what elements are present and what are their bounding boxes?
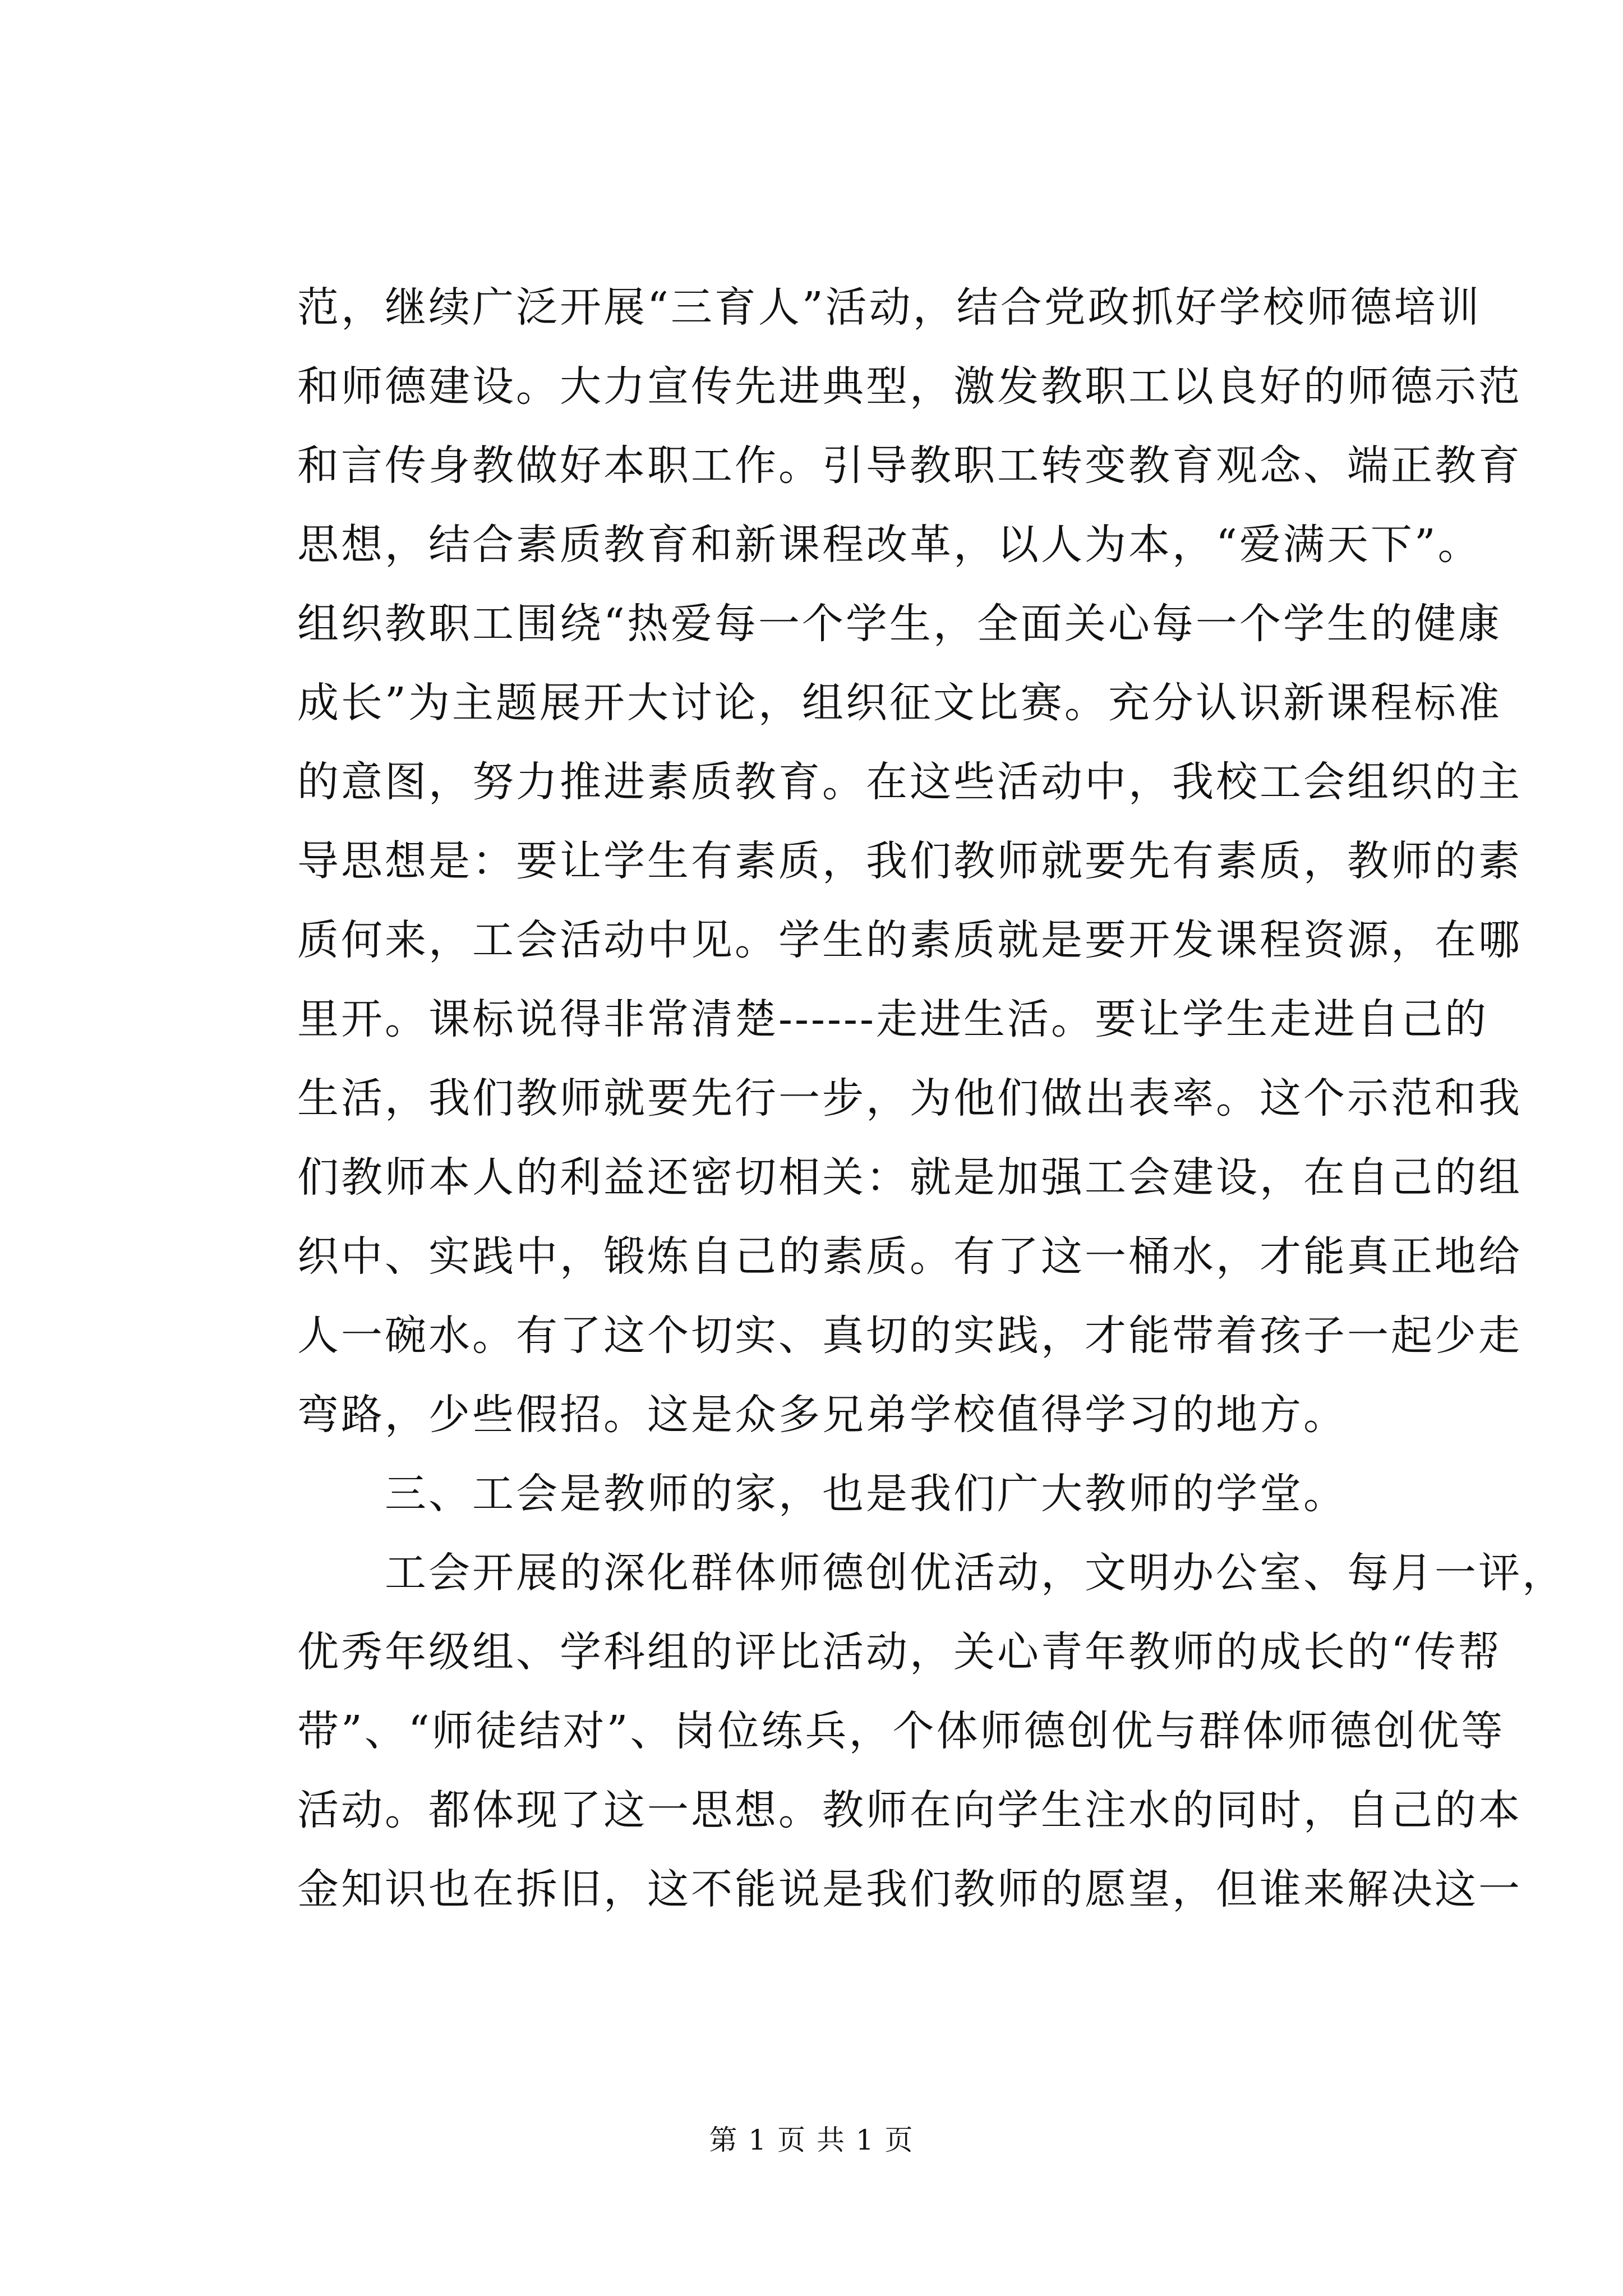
page-number-footer: 第 1 页 共 1 页 xyxy=(709,2124,914,2156)
text-line: 织中、实践中，锻炼自己的素质。有了这一桶水，才能真正地给 xyxy=(297,1232,1522,1281)
text-line: 带”、“师徒结对”、岗位练兵，个体师德创优与群体师德创优等 xyxy=(297,1707,1505,1755)
text-line: 和师德建设。大力宣传先进典型，激发教职工以良好的师德示范 xyxy=(297,362,1522,411)
text-line: 优秀年级组、学科组的评比活动，关心青年教师的成长的“传帮 xyxy=(297,1628,1502,1676)
text-line: 工会开展的深化群体师德创优活动，文明办公室、每月一评， xyxy=(297,1549,1566,1597)
text-line: 人一碗水。有了这个切实、真切的实践，才能带着孩子一起少走 xyxy=(297,1312,1522,1360)
text-line: 活动。都体现了这一思想。教师在向学生注水的同时，自己的本 xyxy=(297,1786,1522,1834)
section-heading: 三、工会是教师的家，也是我们广大教师的学堂。 xyxy=(297,1470,1347,1518)
text-line: 思想，结合素质教育和新课程改革，以人为本，“爱满天下”。 xyxy=(297,521,1482,569)
document-body xyxy=(297,268,1566,1929)
text-line: 里开。课标说得非常清楚------走进生活。要让学生走进自己的 xyxy=(297,995,1489,1043)
text-line: 金知识也在拆旧，这不能说是我们教师的愿望，但谁来解决这一 xyxy=(297,1865,1522,1913)
text-line: 生活，我们教师就要先行一步，为他们做出表率。这个示范和我 xyxy=(297,1074,1522,1122)
text-line: 组织教职工围绕“热爱每一个学生，全面关心每一个学生的健康 xyxy=(297,600,1502,648)
text-line: 弯路，少些假招。这是众多兄弟学校值得学习的地方。 xyxy=(297,1391,1347,1439)
text-line: 导思想是：要让学生有素质，我们教师就要先有素质，教师的素 xyxy=(297,837,1522,885)
text-line: 范，继续广泛开展“三育人”活动，结合党政抓好学校师德培训 xyxy=(297,283,1482,332)
text-line: 和言传身教做好本职工作。引导教职工转变教育观念、端正教育 xyxy=(297,441,1522,490)
text-line: 们教师本人的利益还密切相关：就是加强工会建设，在自己的组 xyxy=(297,1153,1522,1202)
text-line: 的意图，努力推进素质教育。在这些活动中，我校工会组织的主 xyxy=(297,758,1522,806)
text-line: 质何来，工会活动中见。学生的素质就是要开发课程资源，在哪 xyxy=(297,916,1522,964)
text-line: 成长”为主题展开大讨论，组织征文比赛。充分认识新课程标准 xyxy=(297,679,1502,727)
